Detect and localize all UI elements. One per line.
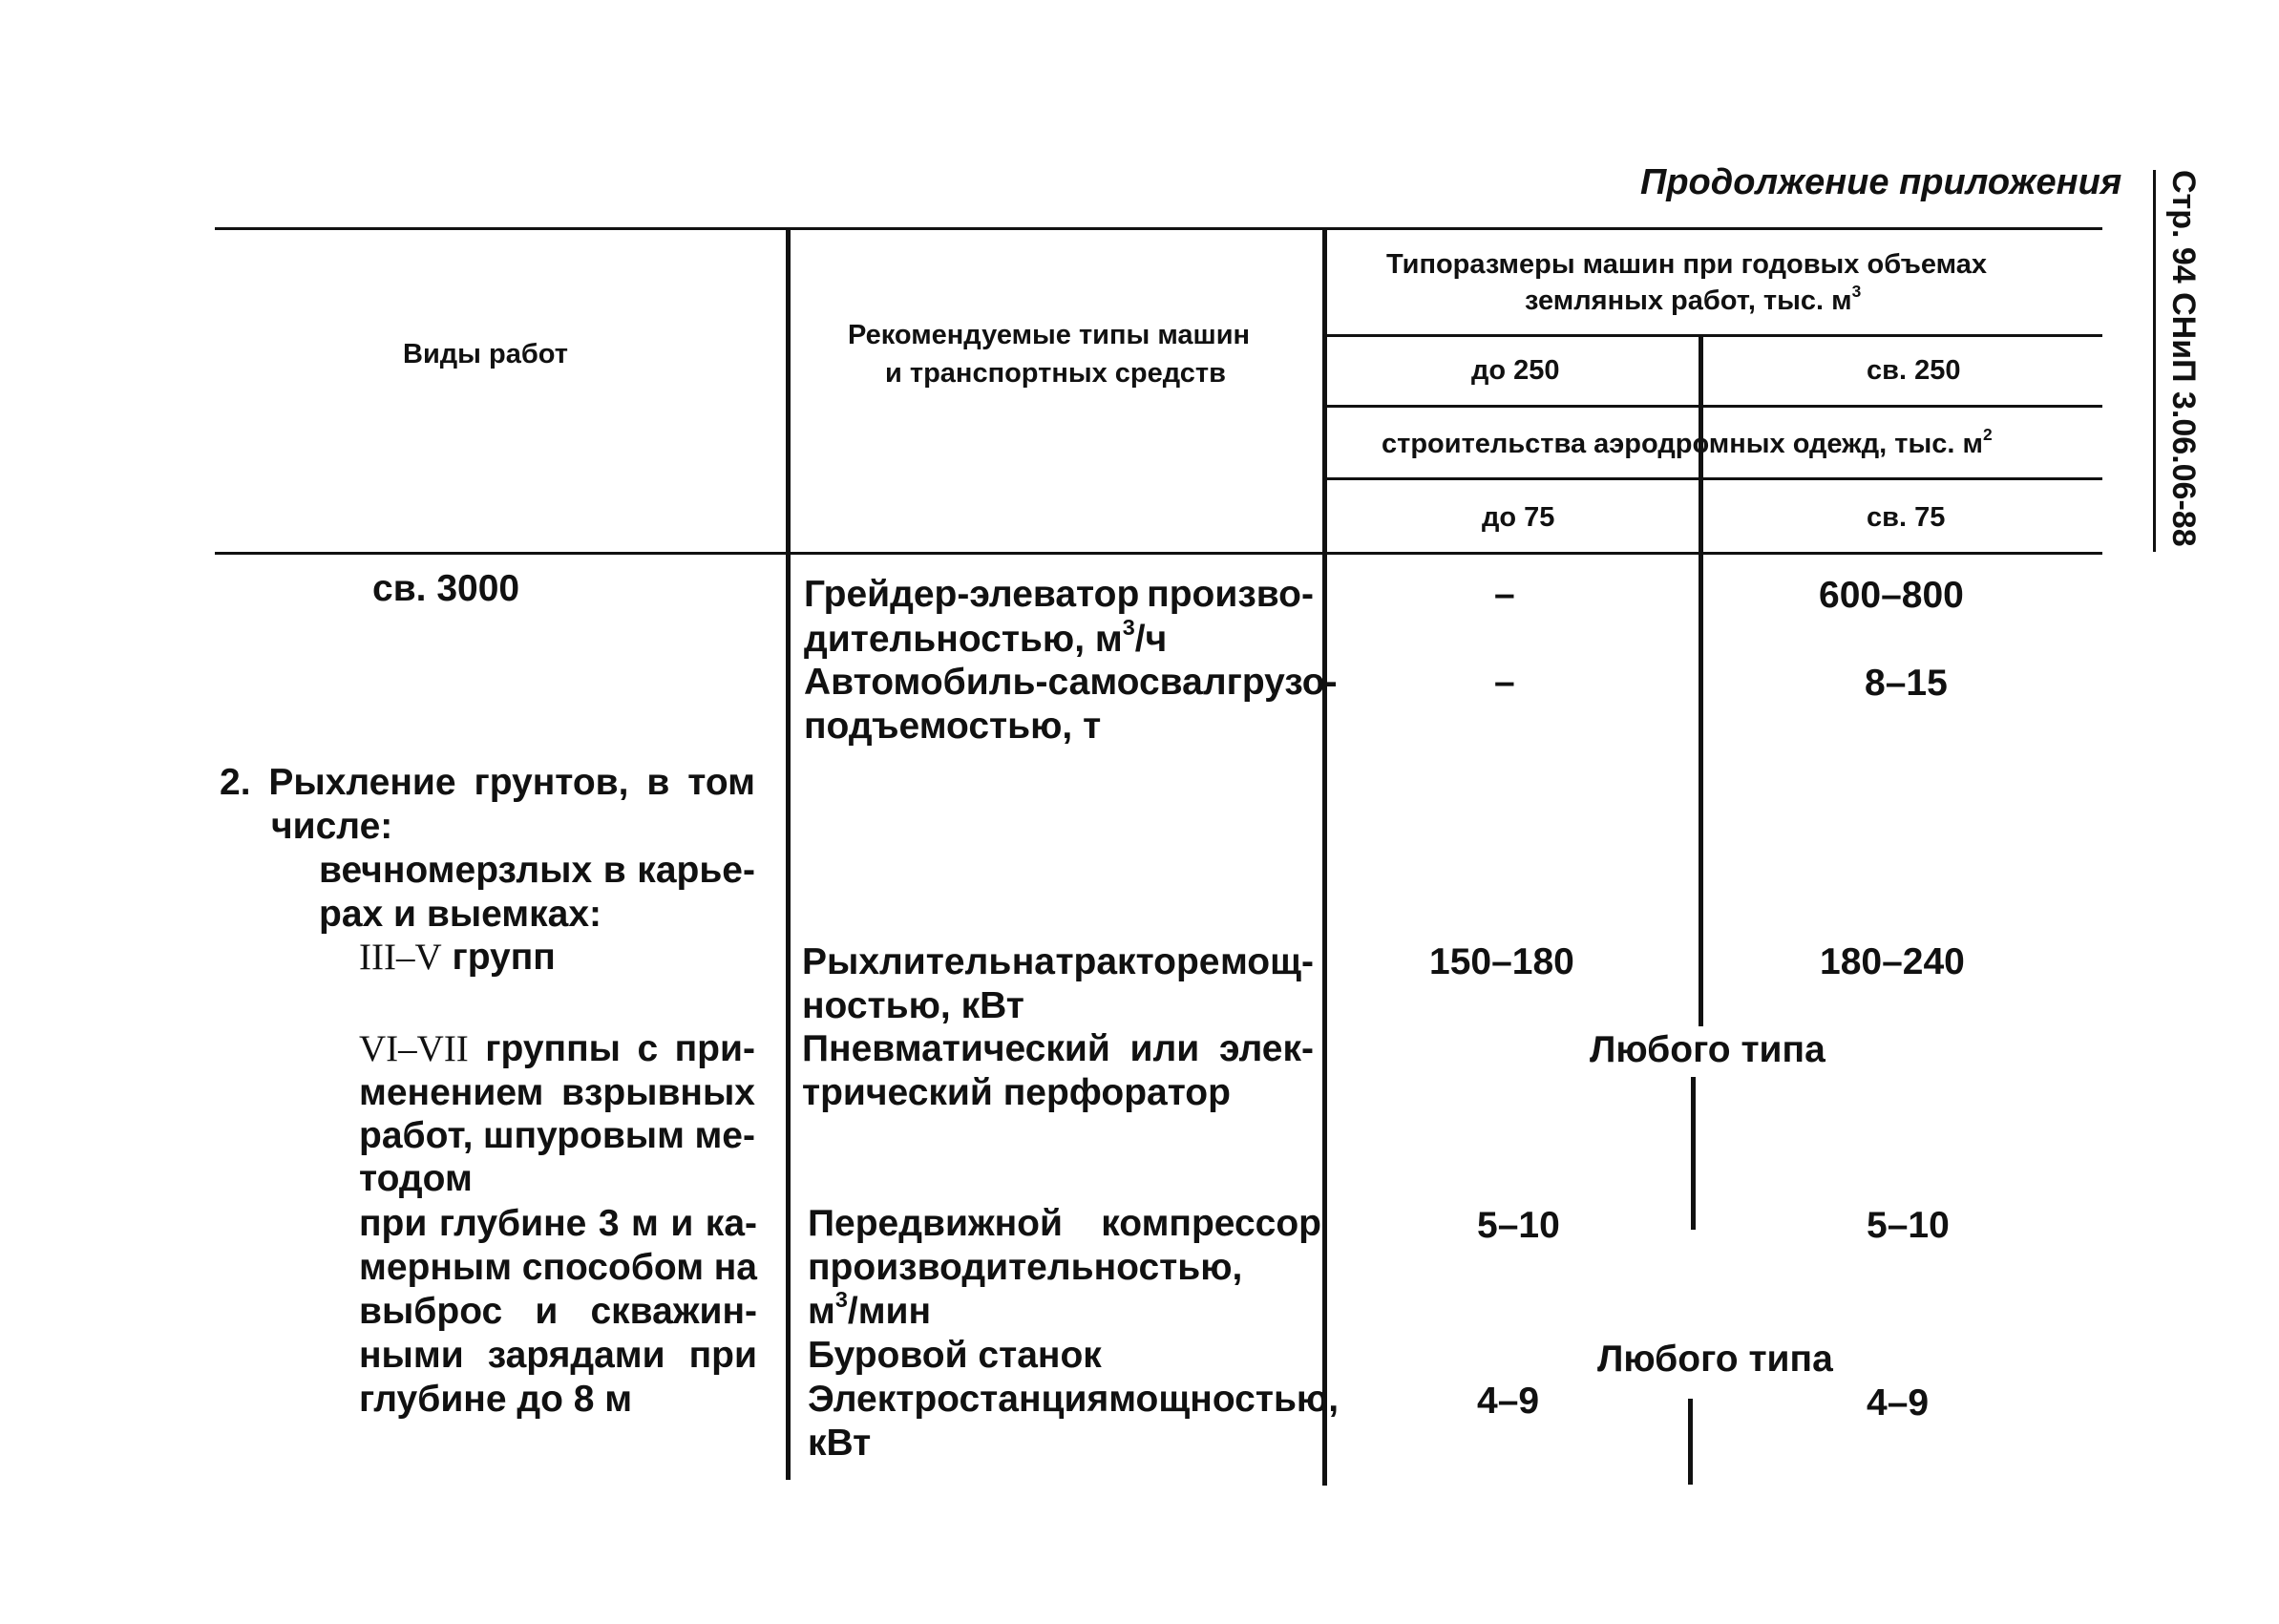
row3-value-left: 150–180	[1429, 941, 1574, 982]
row3-work-roman: III–V	[359, 937, 442, 978]
header-group-rule-1	[1327, 334, 2102, 337]
header-group-volumes-sup: 3	[1851, 281, 1862, 301]
header-sub1-right: св. 250	[1867, 355, 1961, 386]
header-sub2-left: до 75	[1482, 502, 1555, 533]
row5-machine-text: м	[808, 1291, 835, 1332]
row1-machine-unit: /ч	[1134, 619, 1168, 660]
row3-machine-line2: ностью, кВт	[802, 985, 1024, 1026]
header-col-work-types: Виды работ	[403, 339, 568, 369]
row4-any-type: Любого типа	[1590, 1029, 1825, 1070]
row5-value-left: 5–10	[1477, 1205, 1560, 1246]
row5-work-word: ными	[359, 1335, 464, 1376]
row2-machine-word: грузо-	[1226, 662, 1338, 703]
row3-machine-word: тракторе	[1055, 941, 1220, 982]
row2-value-left: –	[1494, 662, 1515, 703]
row5-work-word: при	[688, 1335, 757, 1376]
row4-machine-word: или	[1129, 1028, 1200, 1069]
row2-machine-word: Автомобиль-самосвал	[804, 662, 1227, 703]
row5-work-line3	[359, 1293, 757, 1330]
row4-work-word: менением	[359, 1072, 544, 1113]
row4-work-line1	[359, 1030, 755, 1067]
row1-machine-text: дительностью, м	[804, 619, 1123, 660]
row3-work	[359, 939, 556, 976]
row5-work-line4	[359, 1337, 757, 1374]
header-group-volumes-line2	[1525, 281, 1862, 316]
row6-machine: Буровой станок	[808, 1335, 1102, 1376]
row7-machine-word: мощностью,	[1108, 1379, 1340, 1420]
section2-title-word: 2.	[220, 762, 251, 803]
row5-machine-word: компрессор	[1101, 1203, 1321, 1244]
row5-machine-line3	[808, 1286, 932, 1332]
section2-sub-word: карье-	[637, 850, 755, 891]
row5-work-line2	[359, 1249, 757, 1286]
row3-machine-word: на	[1011, 941, 1055, 982]
row3-machine-word: Рыхлитель	[802, 941, 1012, 982]
col-divider-3-c	[1688, 1399, 1693, 1485]
row4-machine-word: элек-	[1218, 1028, 1314, 1069]
col-divider-3-b	[1691, 1077, 1696, 1230]
row2-machine-line2: подъемостью, т	[804, 706, 1102, 747]
row5-work-word: глубине	[438, 1203, 587, 1244]
header-sub1-left: до 250	[1471, 355, 1560, 386]
row5-work-word: при	[359, 1203, 428, 1244]
row1-value-right: 600–800	[1819, 575, 1964, 616]
header-group-airfield-sup: 2	[1982, 424, 1993, 444]
row5-work-word: и	[670, 1203, 694, 1244]
row4-machine-line1	[802, 1030, 1314, 1067]
row4-work-word: с	[637, 1028, 659, 1069]
col-divider-2	[1322, 227, 1327, 1486]
header-group-volumes-line1: Типоразмеры машин при годовых объемах	[1386, 249, 1987, 280]
table-top-rule	[215, 227, 2102, 230]
row2-value-right: 8–15	[1865, 663, 1948, 704]
header-group-airfield-text: строительства аэродромных одежд, тыс. м	[1382, 429, 1983, 459]
row3-work-rest: групп	[441, 937, 556, 978]
row4-machine-word: Пневматический	[802, 1028, 1110, 1069]
row5-work-word: м	[631, 1203, 659, 1244]
section2-title-word: Рыхление	[268, 762, 456, 803]
section2-sub-line1	[319, 852, 755, 889]
row4-work-word: группы	[485, 1028, 621, 1069]
row7-machine-line1	[808, 1379, 1340, 1420]
row4-work-line4: тодом	[359, 1158, 473, 1199]
row1-machine-line2	[804, 614, 1168, 660]
header-bottom-rule	[215, 552, 2102, 555]
section2-title-word: грунтов,	[474, 762, 629, 803]
row5-work-line5: глубине до 8 м	[359, 1379, 633, 1420]
header-group-volumes-text: земляных работ, тыс. м	[1525, 285, 1852, 316]
row5-work-word: ка-	[705, 1203, 757, 1244]
row7-machine-word: Электростанция	[808, 1379, 1109, 1420]
section2-title-line2: числе:	[271, 806, 393, 847]
row1-machine-word: произво-	[1147, 574, 1314, 615]
section2-title-word: том	[687, 762, 755, 803]
row3-machine-word: мощ-	[1219, 941, 1314, 982]
row5-work-word: и	[535, 1291, 559, 1332]
row5-work-word: мерным	[359, 1247, 513, 1288]
row5-work-word: зарядами	[487, 1335, 665, 1376]
page-side-label-text: Стр. 94 СНиП 3.06.06-88	[2165, 170, 2202, 547]
section2-sub-line2: рах и выемках:	[319, 894, 602, 935]
header-col-machines-line1: Рекомендуемые типы машин	[848, 320, 1251, 350]
row4-work-roman: VI–VII	[359, 1028, 469, 1069]
header-group-rule-3	[1327, 477, 2102, 480]
row2-machine-line1	[804, 662, 1338, 703]
header-col-machines-line2: и транспортных средств	[885, 358, 1226, 389]
row5-work-word: скважин-	[590, 1291, 757, 1332]
row7-machine-line2: кВт	[808, 1423, 872, 1464]
row3-value-right: 180–240	[1820, 941, 1965, 982]
row7-value-right: 4–9	[1867, 1382, 1930, 1424]
continuation-label: Продолжение приложения	[1640, 162, 2122, 202]
row4-work-word: при-	[674, 1028, 755, 1069]
row5-machine-word: Передвижной	[808, 1203, 1063, 1244]
header-group-airfield	[1382, 424, 1993, 459]
row4-work-word: работ,	[359, 1115, 474, 1156]
row1-work: св. 3000	[372, 568, 520, 609]
row3-machine-line1	[802, 943, 1314, 981]
row4-work-word: ме-	[694, 1115, 755, 1156]
row1-machine-sup: 3	[1122, 614, 1135, 640]
header-sub2-right: св. 75	[1867, 502, 1946, 533]
side-rule	[2153, 170, 2156, 552]
row5-machine-line2: производительностью,	[808, 1247, 1243, 1288]
row5-work-word: выброс	[359, 1291, 503, 1332]
page-side-label	[2163, 170, 2204, 547]
row5-machine-line1	[808, 1205, 1321, 1242]
row5-machine-sup: 3	[834, 1286, 848, 1312]
row1-machine-word: Грейдер-элеватор	[804, 574, 1140, 615]
section2-title-word: в	[646, 762, 670, 803]
section2-sub-word: вечномерзлых	[319, 850, 593, 891]
row4-work-word: взрывных	[560, 1072, 755, 1113]
row5-work-word: на	[713, 1247, 757, 1288]
row1-machine-line1	[804, 576, 1314, 613]
row4-work-word: шпуровым	[482, 1115, 685, 1156]
row5-work-word: способом	[521, 1247, 705, 1288]
row4-work-line2	[359, 1074, 755, 1111]
row5-work-line1	[359, 1205, 757, 1242]
section2-title-line1	[220, 764, 755, 801]
row1-value-left: –	[1494, 574, 1515, 615]
col-divider-1	[786, 227, 791, 1480]
row7-value-left: 4–9	[1477, 1381, 1540, 1422]
row6-any-type: Любого типа	[1597, 1339, 1833, 1380]
row5-value-right: 5–10	[1867, 1205, 1950, 1246]
section2-sub-word: в	[602, 850, 626, 891]
row4-machine-line2: трический перфоратор	[802, 1072, 1231, 1113]
row4-work-line3	[359, 1117, 755, 1154]
row5-work-word: 3	[598, 1203, 620, 1244]
row5-machine-unit: /мин	[847, 1291, 932, 1332]
header-group-rule-2	[1327, 405, 2102, 408]
